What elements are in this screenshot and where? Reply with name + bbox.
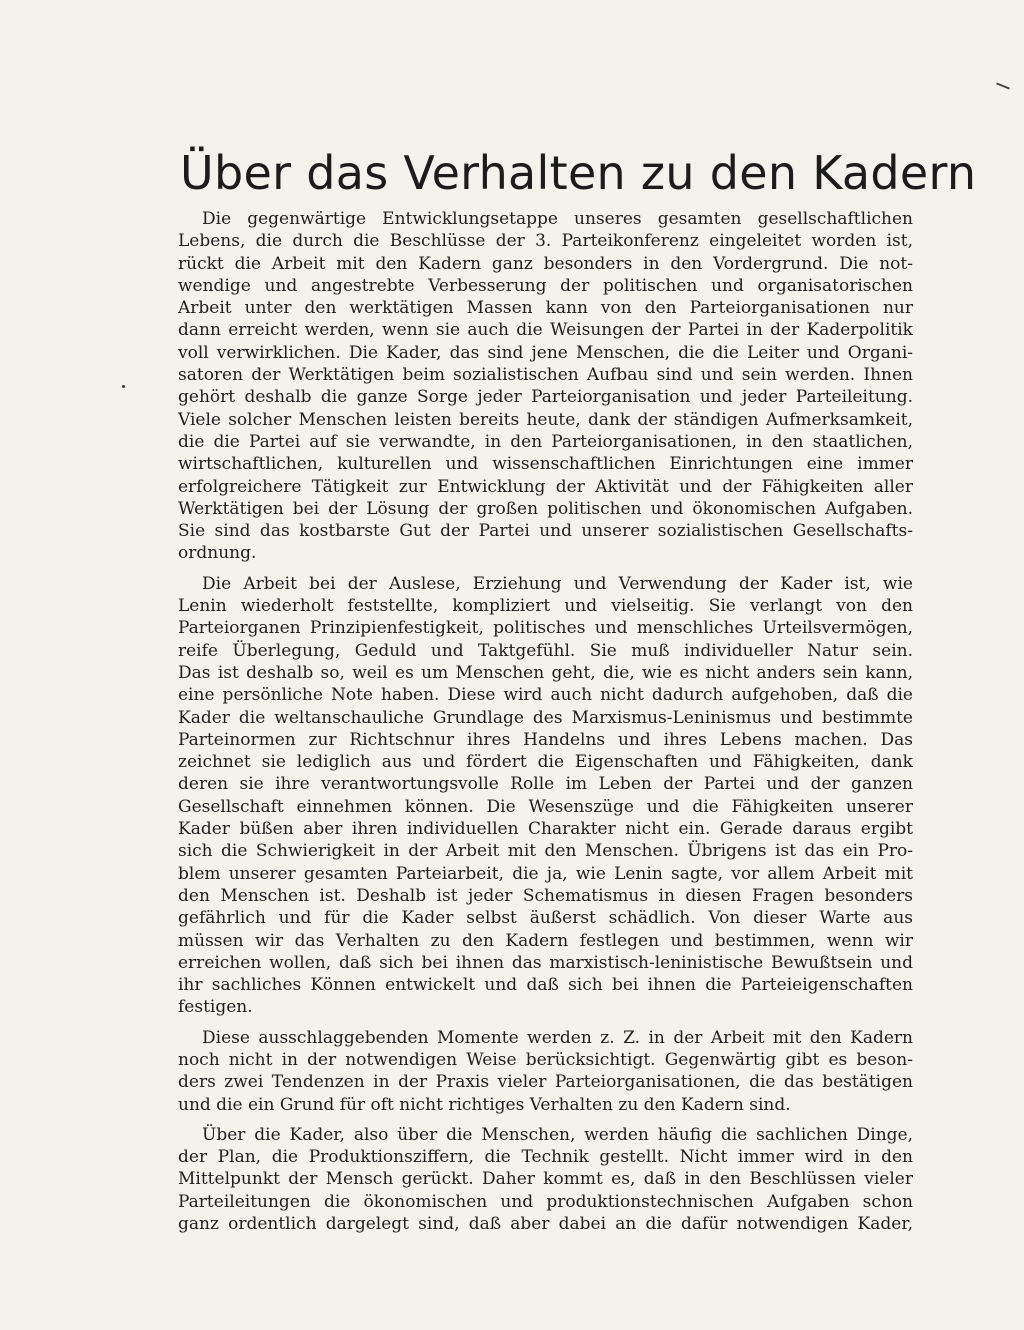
margin-mark <box>996 82 1010 89</box>
text-line: Die Arbeit bei der Auslese, Erziehung und Verwendung der Kader ist, wie <box>202 573 913 594</box>
text-line: Werktätigen bei der Lösung der großen politischen und ökonomischen Aufgaben. <box>178 498 913 519</box>
text-line: noch nicht in der notwendigen Weise berücksichtigt. Gegenwärtig gibt es beson- <box>178 1049 913 1070</box>
text-line: Kader die weltanschauliche Grundlage des Marxismus-Leninismus und bestimmte <box>178 707 913 728</box>
text-line: sich die Schwierigkeit in der Arbeit mit den Menschen. Übrigens ist das ein Pro- <box>178 841 913 862</box>
text-line: dann erreicht werden, wenn sie auch die Weisungen der Partei in der Kaderpolitik <box>178 320 913 341</box>
text-line: deren sie ihre verantwortungsvolle Rolle im Leben der Partei und der ganzen <box>178 774 913 795</box>
text-line: Kader büßen aber ihren individuellen Charakter nicht ein. Gerade daraus ergibt <box>178 819 913 840</box>
text-line: satoren der Werktätigen beim sozialistischen Aufbau sind und sein werden. Ihnen <box>178 365 913 386</box>
paragraph-4 <box>178 1124 913 1235</box>
text-line: Über die Kader, also über die Menschen, werden häufig die sachlichen Dinge, <box>202 1124 913 1145</box>
text-line: ihr sachliches Können entwickelt und daß sich bei ihnen die Parteieigenschaften <box>178 975 913 996</box>
text-line: Parteiorganen Prinzipienfestigkeit, politisches und menschliches Urteilsvermögen, <box>178 618 913 639</box>
text-line: blem unserer gesamten Parteiarbeit, die ja, wie Lenin sagte, vor allem Arbeit mit <box>178 863 913 884</box>
text-line: festigen. <box>178 997 253 1018</box>
page-title: Über das Verhalten zu den Kadern <box>180 146 977 200</box>
text-line: und die ein Grund für oft nicht richtiges Verhalten zu den Kadern sind. <box>178 1094 791 1115</box>
text-line: der Plan, die Produktionsziffern, die Technik gestellt. Nicht immer wird in den <box>178 1147 913 1168</box>
text-line: wendige und angestrebte Verbesserung der politischen und organisatorischen <box>178 275 913 296</box>
paragraph-1 <box>178 208 913 565</box>
text-line: gehört deshalb die ganze Sorge jeder Parteiorganisation und jeder Parteileitung. <box>178 387 913 408</box>
text-line: ders zwei Tendenzen in der Praxis vieler Parteiorganisationen, die das bestätigen <box>178 1072 913 1093</box>
text-line: voll verwirklichen. Die Kader, das sind jene Menschen, die die Leiter und Organi- <box>178 342 913 363</box>
paragraph-2 <box>178 573 913 1019</box>
text-line: Die gegenwärtige Entwicklungsetappe unseres gesamten gesellschaftlichen <box>202 209 913 229</box>
text-line: erreichen wollen, daß sich bei ihnen das marxistisch-leninistische Bewußtsein und <box>178 952 913 973</box>
text-line: gefährlich und für die Kader selbst äußerst schädlich. Von dieser Warte aus <box>178 908 913 929</box>
text-line: rückt die Arbeit mit den Kadern ganz besonders in den Vordergrund. Die not- <box>178 253 913 274</box>
text-line: ganz ordentlich dargelegt sind, daß aber dabei an die dafür notwendigen Kader, <box>178 1214 913 1235</box>
text-line: Diese ausschlaggebenden Momente werden z. Z. in der Arbeit mit den Kadern <box>202 1027 913 1048</box>
text-line: Arbeit unter den werktätigen Massen kann von den Parteiorganisationen nur <box>178 298 913 319</box>
margin-speck <box>122 385 125 388</box>
article-body <box>178 208 913 1235</box>
text-line: eine persönliche Note haben. Diese wird auch nicht dadurch aufgehoben, daß die <box>178 685 913 706</box>
text-line: Parteinormen zur Richtschnur ihres Handelns und ihres Lebens machen. Das <box>178 729 913 750</box>
text-line: Das ist deshalb so, weil es um Menschen geht, die, wie es nicht anders sein kann, <box>178 662 913 683</box>
text-line: die die Partei auf sie verwandte, in den Parteiorganisationen, in den staatlichen, <box>178 431 913 452</box>
text-line: Gesellschaft einnehmen können. Die Wesenszüge und die Fähigkeiten unserer <box>178 796 913 817</box>
text-line: Lenin wiederholt feststellte, kompliziert und vielseitig. Sie verlangt von den <box>178 596 913 617</box>
text-line: ordnung. <box>178 543 257 564</box>
text-line: Viele solcher Menschen leisten bereits heute, dank der ständigen Aufmerksamkeit, <box>178 409 913 430</box>
text-line: zeichnet sie lediglich aus und fördert die Eigenschaften und Fähigkeiten, dank <box>178 752 913 773</box>
text-line: Lebens, die durch die Beschlüsse der 3. Parteikonferenz eingeleitet worden ist, <box>178 231 913 252</box>
paragraph-3 <box>178 1027 913 1116</box>
text-line: müssen wir das Verhalten zu den Kadern festlegen und bestimmen, wenn wir <box>178 930 913 951</box>
text-line: Sie sind das kostbarste Gut der Partei und unserer sozialistischen Gesellschafts- <box>178 521 913 542</box>
text-line: den Menschen ist. Deshalb ist jeder Schematismus in diesen Fragen besonders <box>178 885 913 906</box>
text-line: reife Überlegung, Geduld und Taktgefühl. Sie muß individueller Natur sein. <box>178 640 913 661</box>
text-line: Parteileitungen die ökonomischen und produktionstechnischen Aufgaben schon <box>178 1191 913 1212</box>
text-line: Mittelpunkt der Mensch gerückt. Daher kommt es, daß in den Beschlüssen vieler <box>178 1169 913 1190</box>
text-line: erfolgreichere Tätigkeit zur Entwicklung der Aktivität und der Fähigkeiten aller <box>178 476 913 497</box>
text-line: wirtschaftlichen, kulturellen und wissenschaftlichen Einrichtungen eine immer <box>178 454 913 475</box>
